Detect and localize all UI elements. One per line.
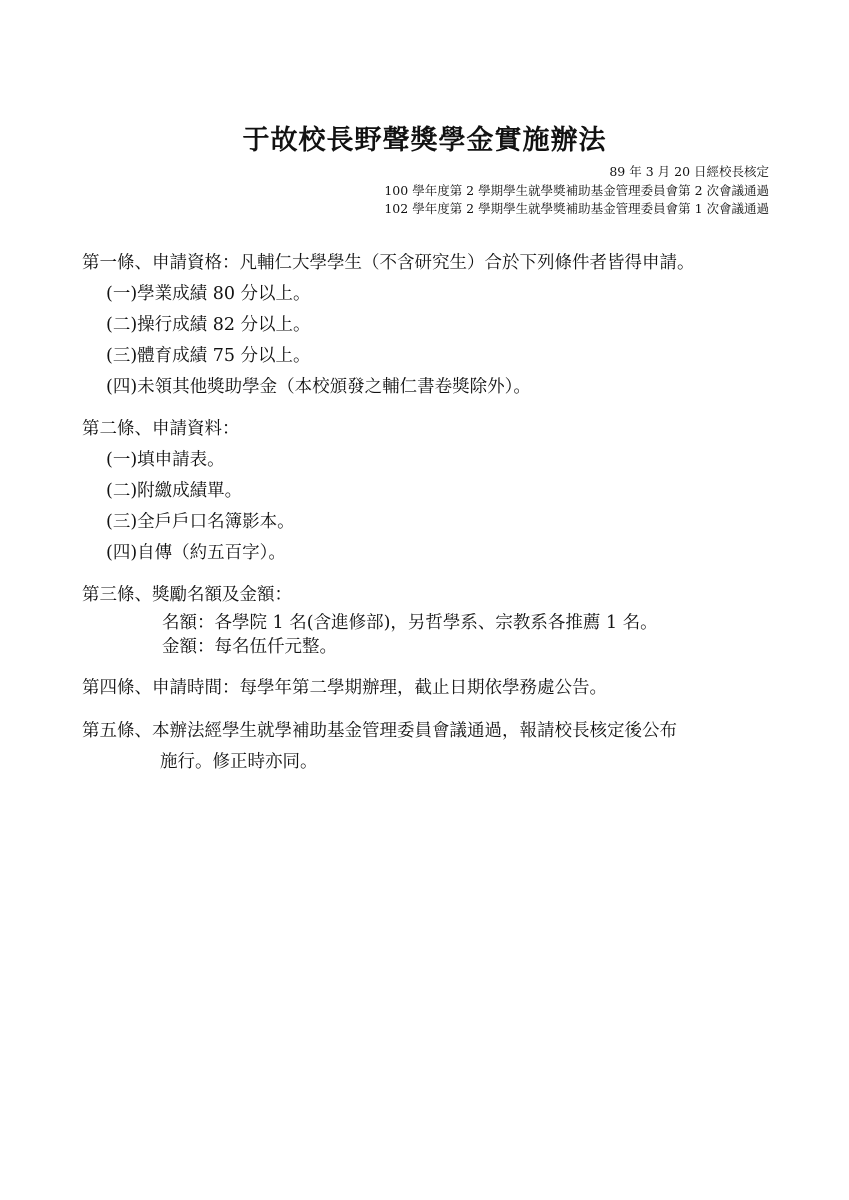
article-1	[82, 248, 695, 403]
article-heading: 第三條、獎勵名額及金額：	[82, 585, 292, 605]
article-item: (一)學業成績 80 分以上。	[106, 284, 311, 304]
article-4	[82, 673, 607, 704]
article-continuation: 施行。修正時亦同。	[160, 752, 318, 772]
article-heading: 第五條、本辦法經學生就學補助基金管理委員會議通過，報請校長核定後公布	[82, 721, 677, 741]
article-item: (四)未領其他獎助學金（本校頒發之輔仁書卷獎除外）。	[106, 377, 531, 397]
article-heading: 第二條、申請資料：	[82, 419, 240, 439]
approval-history	[384, 163, 769, 219]
article-item: 名額：各學院 1 名(含進修部)，另哲學系、宗教系各推薦 1 名。	[162, 613, 658, 633]
approval-line: 89 年 3 月 20 日經校長核定	[609, 164, 769, 179]
article-item: (三)全戶戶口名簿影本。	[106, 512, 295, 532]
article-item: (二)附繳成績單。	[106, 481, 243, 501]
article-heading: 第一條、申請資格：凡輔仁大學學生（不含研究生）合於下列條件者皆得申請。	[82, 253, 695, 273]
article-2	[82, 414, 295, 569]
approval-line: 100 學年度第 2 學期學生就學獎補助基金管理委員會第 2 次會議通過	[384, 182, 769, 198]
article-item: (四)自傳（約五百字）。	[106, 543, 286, 563]
approval-line: 102 學年度第 2 學期學生就學獎補助基金管理委員會第 1 次會議通過	[384, 201, 769, 216]
article-3	[82, 580, 658, 659]
article-item: (二)操行成績 82 分以上。	[106, 315, 311, 335]
document-title: 于故校長野聲獎學金實施辦法	[242, 125, 607, 156]
article-item: (一)填申請表。	[106, 450, 225, 470]
article-item: (三)體育成績 75 分以上。	[106, 346, 311, 366]
article-item: 金額：每名伍仟元整。	[162, 637, 337, 657]
article-5	[82, 716, 677, 778]
article-heading: 第四條、申請時間：每學年第二學期辦理，截止日期依學務處公告。	[82, 678, 607, 698]
